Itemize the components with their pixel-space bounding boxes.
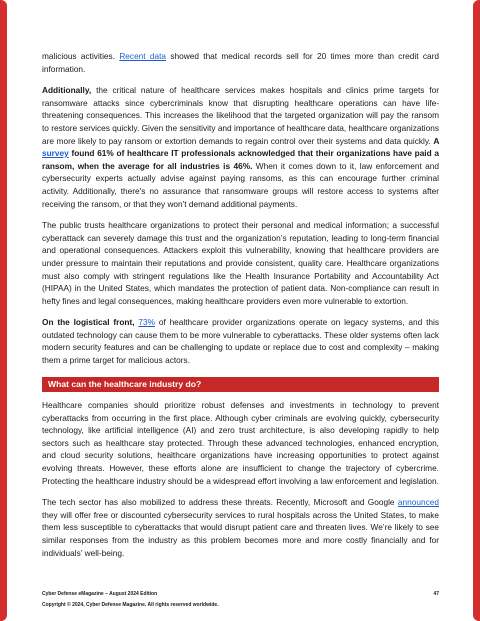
page-footer — [42, 590, 439, 608]
article-body-top — [42, 50, 439, 376]
right-accent-bar — [473, 0, 480, 621]
bold-span: A — [433, 135, 439, 146]
section-heading: What can the healthcare industry do? — [42, 377, 439, 392]
bold-span: found 61% of healthcare IT professionals acknowledged that their organizations have paid a ransom, when the average for all industries is 46%. — [42, 148, 439, 171]
text-span: showed that medical records sell for 20 times more than credit card information. — [42, 51, 440, 74]
paragraph-4: Healthcare companies should prioritize robust defenses and investments in technology to prevent cyberattacks from occurring in the first place. Although cyber criminals are evolving quickly, cybersecurity technology, like artificial intelligence (AI) and zero trust architecture, is also developing rapidly to help sectors such as healthcare stay protected. Through these advanced technologies, enhanced encryption, and cloud security solutions, healthcare organizations have increasing opportunities to protect against evolving threats. However, these efforts alone are insufficient to change the trajectory of cybercrime. Protecting the healthcare industry should be a widespread effort involving a law enforcement and legislation. — [42, 400, 439, 486]
footer-edition: Cyber Defense eMagazine – August 2024 Edition — [42, 591, 158, 597]
paragraph-5 — [42, 496, 439, 559]
paragraph-3 — [42, 316, 439, 366]
paragraph-1 — [42, 84, 439, 210]
left-accent-bar — [0, 0, 7, 621]
text-span: malicious activities. — [42, 51, 120, 61]
text-span: When it comes down to it, law enforcement and cybersecurity experts actually advise against paying ransoms, as this can encourage further criminal activity. Additionally, there's no assurance that ransomware groups will restore access to systems after receiving the ransom, or that they won't demand additional payments. — [42, 160, 440, 209]
paragraph-2: The public trusts healthcare organizations to protect their personal and medical information; a successful cyberattack can severely damage this trust and the organization’s reputation, leading to long-term financial and operational consequences. Attackers exploit this vulnerability, knowing that healthcare providers are under pressure to maintain their reputations and provide consistent, quality care. Healthcare organizations must also comply with stringent regulations like the Health Insurance Portability and Accountability Act (HIPAA) in the United States, which mandates the protection of patient data. Non-compliance can result in hefty fines and legal consequences, making healthcare providers even more vulnerable to extortion. — [42, 220, 439, 306]
announced-link[interactable]: announced — [397, 497, 439, 508]
footer-copyright: Copyright © 2024, Cyber Defense Magazine. All rights reserved worldwide. — [42, 602, 219, 608]
lead-phrase: On the logistical front, — [42, 317, 135, 328]
page-number: 47 — [433, 591, 439, 597]
lead-phrase: Additionally, — [42, 85, 92, 96]
legacy-stat-link[interactable]: 73% — [138, 317, 156, 328]
recent-data-link[interactable]: Recent data — [119, 51, 167, 61]
article-body-bottom — [42, 399, 439, 568]
text-span: the critical nature of healthcare services makes hospitals and clinics prime targets for ransomware attacks since cybercriminals know that disrupting healthcare operations can have life-threatening consequences. This increases the likelihood that the targeted organization will pay the ransom to restore services quickly. Given the sensitivity and importance of healthcare data, healthcare organizations are more likely to pay ransom or extortion demands to regain control over their systems and data quickly. — [42, 85, 439, 146]
text-span: they will offer free or discounted cybersecurity services to rural hospitals across the United States, to make them less susceptible to cyberattacks that would disrupt patient care and threaten lives. We’re likely to see similar responses from the industry as this problem becomes more and more costly financially and for individuals’ well-being. — [42, 509, 439, 558]
survey-link[interactable]: survey — [42, 148, 69, 159]
paragraph-0 — [42, 50, 439, 75]
text-span: The tech sector has also mobilized to address these threats. Recently, Microsoft and Google — [42, 497, 398, 508]
text-span: of healthcare provider organizations operate on legacy systems, and this outdated technology can cause them to be more vulnerable to cyberattacks. These older systems often lack modern security features and can be challenging to update or replace due to cost and complexity – making them a prime target for malicious actors. — [42, 317, 439, 366]
